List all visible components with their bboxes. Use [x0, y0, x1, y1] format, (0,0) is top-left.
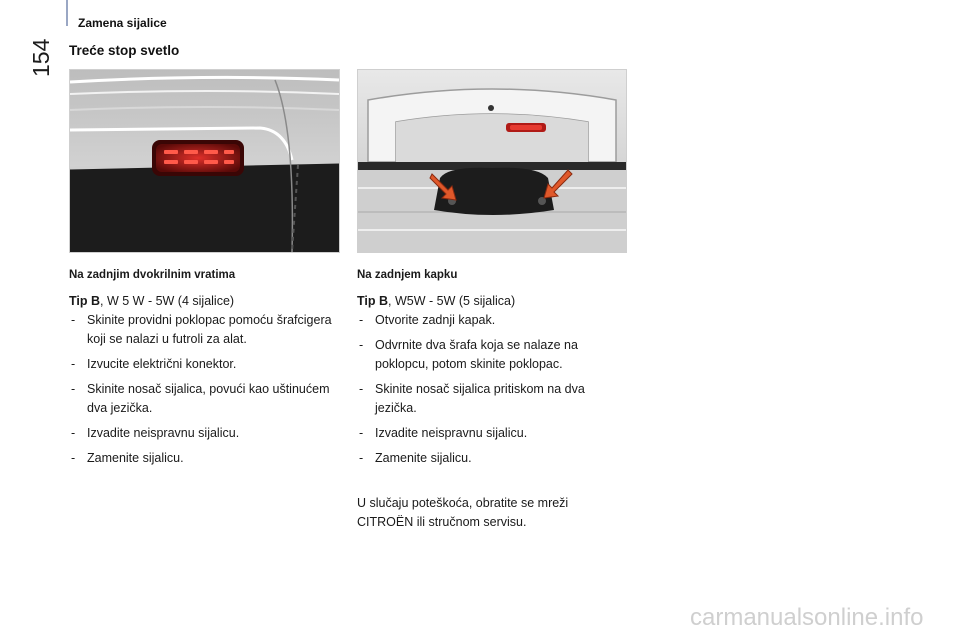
watermark: carmanualsonline.info	[690, 604, 924, 631]
right-column	[357, 266, 627, 474]
left-heading: Na zadnjim dvokrilnim vratima	[69, 269, 236, 281]
right-type-label: Tip B	[357, 294, 389, 308]
right-heading: Na zadnjem kapku	[357, 269, 458, 281]
service-note: U slučaju poteškoća, obratite se mreži CITROËN ili stručnom servisu.	[357, 496, 569, 529]
right-steps	[357, 311, 627, 468]
header-rule	[66, 0, 68, 26]
illustration-tailgate-brake-light	[357, 69, 627, 253]
right-step: - Izvadite neispravnu sijalicu.	[357, 424, 627, 443]
right-step: - Otvorite zadnji kapak.	[357, 311, 627, 330]
left-type-label: Tip B	[69, 294, 101, 308]
right-step: - Odvrnite dva šrafa koja se nalaze na poklopcu, potom skinite poklopac.	[357, 336, 627, 374]
page-title: Treće stop svetlo	[69, 43, 180, 58]
left-type-text: , W 5 W - 5W (4 sijalice)	[100, 294, 235, 308]
left-step: - Izvadite neispravnu sijalicu.	[69, 424, 339, 443]
right-step: - Skinite nosač sijalica pritiskom na dva jezička.	[357, 380, 627, 418]
left-step: - Zamenite sijalicu.	[69, 449, 339, 468]
left-steps	[69, 311, 339, 468]
right-type-line	[357, 292, 627, 311]
illustration-rear-doors-brake-light	[69, 69, 340, 253]
right-step: - Zamenite sijalicu.	[357, 449, 627, 468]
left-step: - Izvucite električni konektor.	[69, 355, 339, 374]
right-type-text: , W5W - 5W (5 sijalica)	[388, 294, 516, 308]
left-type-line	[69, 292, 339, 311]
left-column	[69, 266, 339, 474]
left-step: - Skinite nosač sijalica, povući kao uštinućem dva jezička.	[69, 380, 339, 418]
left-step: - Skinite providni poklopac pomoću šrafcigera koji se nalazi u futroli za alat.	[69, 311, 339, 349]
page-number: 154	[28, 38, 54, 77]
section-header: Zamena sijalice	[78, 16, 167, 30]
